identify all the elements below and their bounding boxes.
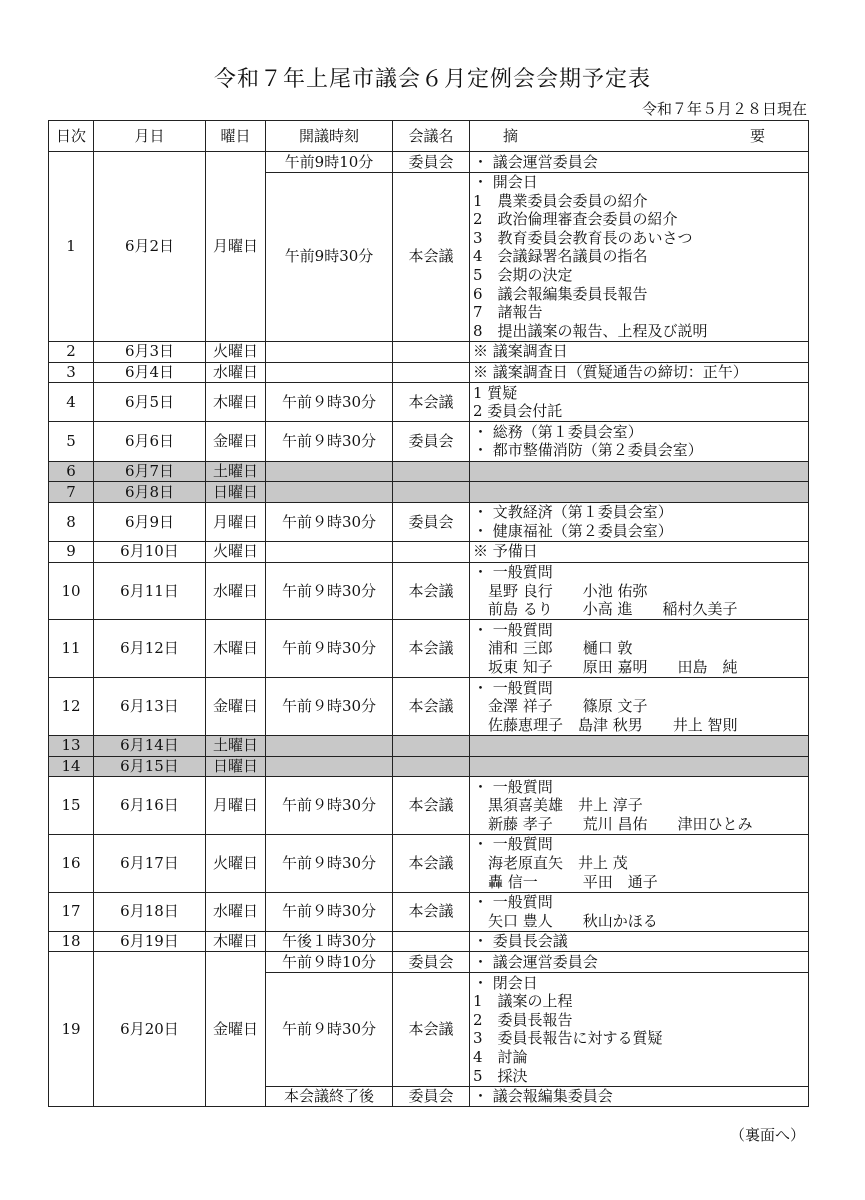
- note-line: ・ 健康福祉（第２委員会室）: [473, 521, 673, 540]
- cell-weekday: 日曜日: [206, 756, 266, 777]
- cell-time: 午前９時30分: [266, 777, 393, 835]
- cell-date: 6月5日: [94, 383, 206, 422]
- cell-meeting: [393, 482, 470, 503]
- cell-meeting: [393, 362, 470, 383]
- note-line: ・ 議会運営委員会: [473, 152, 598, 171]
- cell-date: 6月3日: [94, 341, 206, 362]
- cell-weekday: 水曜日: [206, 362, 266, 383]
- cell-date: 6月20日: [94, 952, 206, 1107]
- table-row: [49, 461, 809, 482]
- cell-time: 午前９時30分: [266, 620, 393, 678]
- cell-meeting: [393, 756, 470, 777]
- cell-meeting: 委員会: [393, 422, 470, 461]
- cell-notes: [470, 735, 809, 756]
- cell-weekday: 火曜日: [206, 341, 266, 362]
- table-row: [49, 678, 809, 736]
- note-line: 7 諸報告: [473, 303, 543, 322]
- cell-time: 午前９時30分: [266, 562, 393, 620]
- cell-meeting: 本会議: [393, 678, 470, 736]
- table-row: [49, 341, 809, 362]
- continued-note: （裏面へ）: [729, 1126, 805, 1144]
- table-row: [49, 362, 809, 383]
- cell-notes: [470, 502, 809, 541]
- cell-meeting: 委員会: [393, 952, 470, 973]
- cell-meeting: 本会議: [393, 834, 470, 892]
- header-notes-left: 摘: [503, 126, 519, 145]
- note-line: ・ 総務（第１委員会室）: [473, 422, 643, 441]
- cell-time: 午前9時10分: [266, 152, 393, 173]
- header-weekday: 曜日: [206, 121, 266, 152]
- cell-day: 13: [49, 735, 94, 756]
- cell-notes: [470, 892, 809, 931]
- cell-meeting: 本会議: [393, 620, 470, 678]
- note-line: 黒須喜美雄 井上 淳子: [473, 796, 643, 815]
- cell-notes: [470, 341, 809, 362]
- as-of-date: 令和７年５月２８日現在: [641, 100, 807, 118]
- cell-time: 午前９時30分: [266, 502, 393, 541]
- note-line: ・ 一般質問: [473, 777, 553, 796]
- table-row: [49, 541, 809, 562]
- cell-notes: [470, 172, 809, 341]
- note-line: 海老原直矢 井上 茂: [473, 853, 628, 872]
- note-line: ※ 議案調査日: [473, 342, 568, 361]
- cell-weekday: 土曜日: [206, 735, 266, 756]
- header-notes: [470, 121, 809, 152]
- cell-meeting: [393, 541, 470, 562]
- cell-date: 6月6日: [94, 422, 206, 461]
- cell-day: 1: [49, 152, 94, 342]
- header-date: 月日: [94, 121, 206, 152]
- cell-weekday: 木曜日: [206, 931, 266, 952]
- cell-meeting: 委員会: [393, 1086, 470, 1107]
- cell-meeting: 本会議: [393, 172, 470, 341]
- cell-notes: [470, 620, 809, 678]
- note-line: 佐藤恵理子 島津 秋男 井上 智則: [473, 715, 738, 734]
- note-line: 2 委員長報告: [473, 1010, 573, 1029]
- cell-weekday: 木曜日: [206, 383, 266, 422]
- note-line: 金澤 祥子 篠原 文子: [473, 697, 648, 716]
- cell-date: 6月9日: [94, 502, 206, 541]
- cell-weekday: 火曜日: [206, 541, 266, 562]
- cell-date: 6月10日: [94, 541, 206, 562]
- header-row: [49, 121, 809, 152]
- note-line: 浦和 三郎 樋口 敦: [473, 639, 633, 658]
- note-line: 5 採決: [473, 1066, 528, 1085]
- cell-notes: [470, 756, 809, 777]
- table-row: [49, 892, 809, 931]
- cell-time: 午後１時30分: [266, 931, 393, 952]
- cell-time: 本会議終了後: [266, 1086, 393, 1107]
- cell-weekday: 月曜日: [206, 777, 266, 835]
- cell-day: 19: [49, 952, 94, 1107]
- note-line: ※ 議案調査日（質疑通告の締切：正午）: [473, 363, 748, 382]
- page-title: 令和７年上尾市議会６月定例会会期予定表: [213, 67, 651, 92]
- note-line: 轟 信一 平田 通子: [473, 872, 658, 891]
- cell-day: 12: [49, 678, 94, 736]
- note-line: 矢口 豊人 秋山かほる: [473, 911, 658, 930]
- note-line: 1 農業委員会委員の紹介: [473, 191, 648, 210]
- cell-meeting: 本会議: [393, 383, 470, 422]
- table-row: [49, 735, 809, 756]
- table-row: [49, 777, 809, 835]
- cell-time: [266, 341, 393, 362]
- note-line: ・ 一般質問: [473, 620, 553, 639]
- note-line: 2 政治倫理審査会委員の紹介: [473, 210, 678, 229]
- cell-notes: [470, 562, 809, 620]
- cell-day: 6: [49, 461, 94, 482]
- note-line: 5 会期の決定: [473, 266, 573, 285]
- cell-date: 6月2日: [94, 152, 206, 342]
- table-row: [49, 620, 809, 678]
- cell-weekday: 日曜日: [206, 482, 266, 503]
- table-row: [49, 834, 809, 892]
- table-row: [49, 562, 809, 620]
- cell-day: 16: [49, 834, 94, 892]
- note-line: 星野 良行 小池 佑弥: [473, 581, 648, 600]
- cell-weekday: 木曜日: [206, 620, 266, 678]
- note-line: 坂東 知子 原田 嘉明 田島 純: [473, 658, 738, 676]
- cell-notes: [470, 541, 809, 562]
- cell-time: [266, 541, 393, 562]
- note-line: 6 議会報編集委員長報告: [473, 284, 648, 303]
- cell-time: 午前9時30分: [266, 172, 393, 341]
- cell-day: 8: [49, 502, 94, 541]
- cell-notes: [470, 931, 809, 952]
- cell-day: 10: [49, 562, 94, 620]
- cell-time: 午前９時10分: [266, 952, 393, 973]
- cell-notes: [470, 1086, 809, 1107]
- table-row: [49, 931, 809, 952]
- cell-time: 午前９時30分: [266, 422, 393, 461]
- cell-weekday: 月曜日: [206, 152, 266, 342]
- note-line: 1 議案の上程: [473, 992, 573, 1011]
- cell-time: [266, 461, 393, 482]
- cell-day: 17: [49, 892, 94, 931]
- note-line: ・ 一般質問: [473, 563, 553, 582]
- cell-time: 午前９時30分: [266, 834, 393, 892]
- cell-notes: [470, 952, 809, 973]
- cell-time: 午前９時30分: [266, 973, 393, 1087]
- cell-date: 6月7日: [94, 461, 206, 482]
- table-row: [49, 952, 809, 973]
- cell-meeting: 委員会: [393, 152, 470, 173]
- cell-day: 3: [49, 362, 94, 383]
- cell-meeting: 本会議: [393, 973, 470, 1087]
- cell-weekday: 水曜日: [206, 562, 266, 620]
- table-row: [49, 482, 809, 503]
- cell-weekday: 月曜日: [206, 502, 266, 541]
- cell-notes: [470, 834, 809, 892]
- note-line: ※ 予備日: [473, 542, 538, 561]
- cell-weekday: 水曜日: [206, 892, 266, 931]
- cell-date: 6月18日: [94, 892, 206, 931]
- note-line: 4 討論: [473, 1047, 528, 1066]
- cell-meeting: 本会議: [393, 777, 470, 835]
- table-row: [49, 383, 809, 422]
- note-line: ・ 一般質問: [473, 893, 553, 912]
- cell-weekday: 金曜日: [206, 678, 266, 736]
- cell-notes: [470, 482, 809, 503]
- cell-weekday: 金曜日: [206, 952, 266, 1107]
- schedule-table: [48, 120, 809, 1107]
- note-line: ・ 議会運営委員会: [473, 952, 598, 971]
- cell-day: 2: [49, 341, 94, 362]
- cell-notes: [470, 152, 809, 173]
- cell-day: 15: [49, 777, 94, 835]
- cell-time: 午前９時30分: [266, 892, 393, 931]
- cell-day: 9: [49, 541, 94, 562]
- cell-time: [266, 756, 393, 777]
- note-line: ・ 開会日: [473, 173, 538, 192]
- note-line: 8 提出議案の報告、上程及び説明: [473, 321, 708, 340]
- header-meeting: 会議名: [393, 121, 470, 152]
- table-row: [49, 756, 809, 777]
- cell-day: 11: [49, 620, 94, 678]
- cell-meeting: 委員会: [393, 502, 470, 541]
- header-time: 開議時刻: [266, 121, 393, 152]
- cell-date: 6月14日: [94, 735, 206, 756]
- cell-day: 4: [49, 383, 94, 422]
- note-line: ・ 議会報編集委員会: [473, 1087, 613, 1106]
- cell-meeting: 本会議: [393, 562, 470, 620]
- cell-meeting: 本会議: [393, 892, 470, 931]
- note-line: ・ 一般質問: [473, 835, 553, 854]
- note-line: 3 教育委員会教育長のあいさつ: [473, 228, 693, 247]
- cell-notes: [470, 383, 809, 422]
- cell-time: 午前９時30分: [266, 383, 393, 422]
- note-line: ・ 文教経済（第１委員会室）: [473, 503, 673, 522]
- table-row: [49, 422, 809, 461]
- cell-time: [266, 362, 393, 383]
- cell-time: 午前９時30分: [266, 678, 393, 736]
- cell-date: 6月19日: [94, 931, 206, 952]
- table-row: [49, 502, 809, 541]
- note-line: ・ 都市整備消防（第２委員会室）: [473, 441, 703, 460]
- cell-date: 6月15日: [94, 756, 206, 777]
- cell-day: 7: [49, 482, 94, 503]
- note-line: ・ 閉会日: [473, 973, 538, 992]
- note-line: 2 委員会付託: [473, 402, 563, 421]
- note-line: 前島 るり 小高 進 稲村久美子: [473, 600, 738, 619]
- cell-date: 6月11日: [94, 562, 206, 620]
- cell-weekday: 火曜日: [206, 834, 266, 892]
- cell-day: 5: [49, 422, 94, 461]
- cell-notes: [470, 422, 809, 461]
- cell-date: 6月12日: [94, 620, 206, 678]
- cell-notes: [470, 777, 809, 835]
- cell-time: [266, 735, 393, 756]
- note-line: 1 質疑: [473, 383, 518, 402]
- cell-meeting: [393, 341, 470, 362]
- cell-date: 6月13日: [94, 678, 206, 736]
- cell-notes: [470, 678, 809, 736]
- header-notes-right: 要: [749, 126, 765, 145]
- cell-notes: [470, 461, 809, 482]
- note-line: ・ 一般質問: [473, 678, 553, 697]
- note-line: ・ 委員長会議: [473, 932, 568, 951]
- cell-weekday: 土曜日: [206, 461, 266, 482]
- cell-time: [266, 482, 393, 503]
- table-row: [49, 152, 809, 173]
- cell-meeting: [393, 735, 470, 756]
- cell-date: 6月8日: [94, 482, 206, 503]
- header-day: 日次: [49, 121, 94, 152]
- cell-notes: [470, 362, 809, 383]
- cell-meeting: [393, 931, 470, 952]
- cell-date: 6月17日: [94, 834, 206, 892]
- cell-notes: [470, 973, 809, 1087]
- cell-weekday: 金曜日: [206, 422, 266, 461]
- cell-date: 6月16日: [94, 777, 206, 835]
- cell-meeting: [393, 461, 470, 482]
- note-line: 4 会議録署名議員の指名: [473, 247, 648, 266]
- note-line: 3 委員長報告に対する質疑: [473, 1029, 663, 1048]
- cell-day: 18: [49, 931, 94, 952]
- cell-day: 14: [49, 756, 94, 777]
- cell-date: 6月4日: [94, 362, 206, 383]
- note-line: 新藤 孝子 荒川 昌佑 津田ひとみ: [473, 814, 753, 833]
